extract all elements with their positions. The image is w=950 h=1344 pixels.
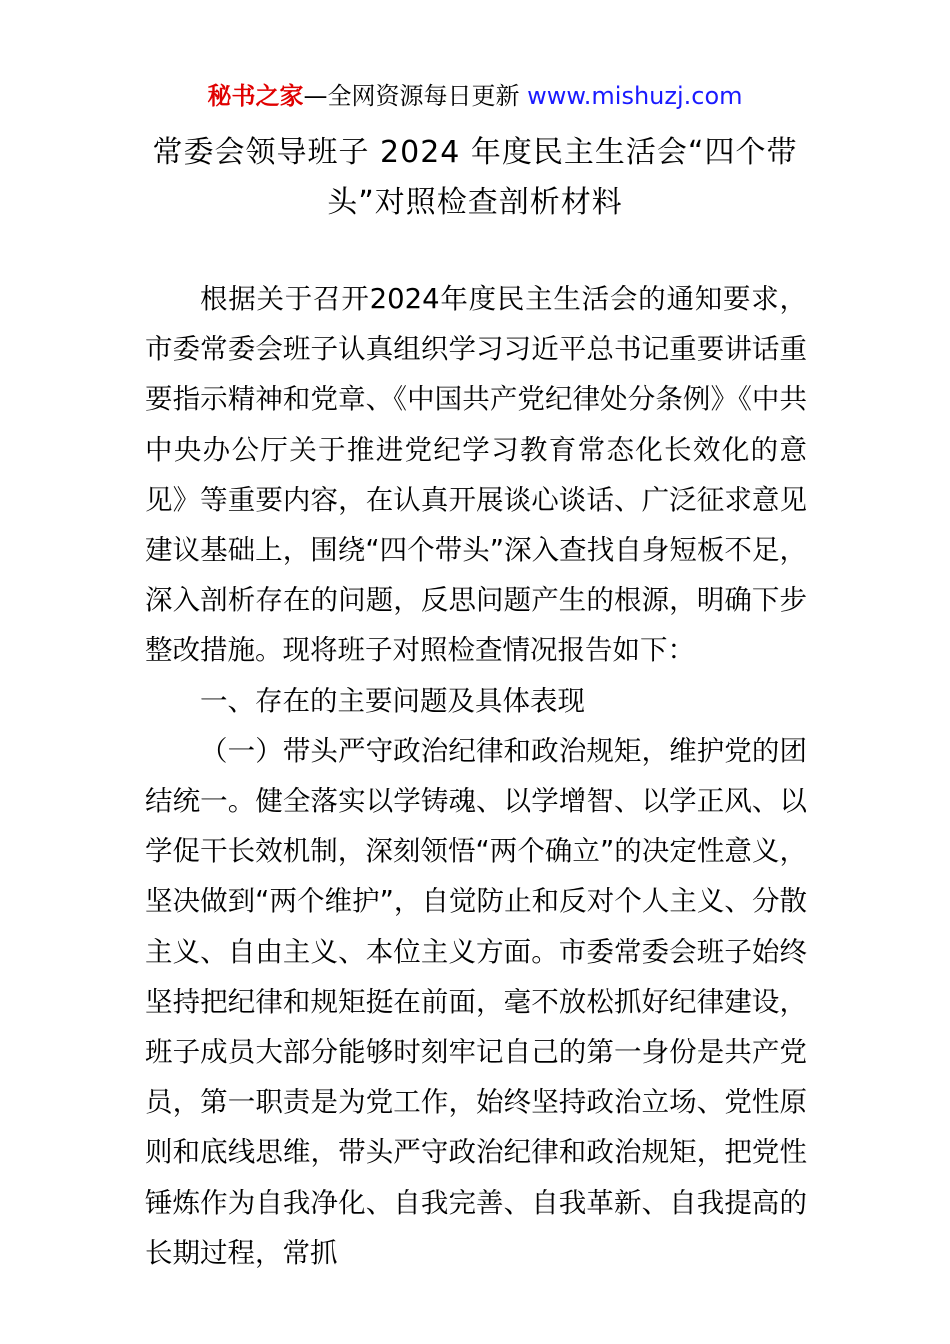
body-paragraph-subsection-1: （一）带头严守政治纪律和政治规矩，维护党的团结统一。健全落实以学铸魂、以学增智、以学正风、以学促干长效机制，深刻领悟“两个确立”的决定性意义，坚决做到“两个维护”，自觉防止和反对个人主义、分散主义、自由主义、本位主义方面。市委常委会班子始终坚持把纪律和规矩挺在前面，毫不放松抓好纪律建设，班子成员大部分能够时刻牢记自己的第一身份是共产党员，第一职责是为党工作，始终坚持政治立场、党性原则和底线思维，带头严守政治纪律和政治规矩，把党性锤炼作为自我净化、自我完善、自我革新、自我提高的长期过程，常抓 [145, 734, 807, 1269]
section-heading-1: 一、存在的主要问题及具体表现 [200, 684, 585, 717]
document-body [145, 274, 807, 1278]
site-url-link[interactable]: www.mishuzj.com [527, 82, 743, 110]
document-title: 常委会领导班子 2024 年度民主生活会“四个带头”对照检查剖析材料 [152, 135, 798, 220]
banner-tagline: —全网资源每日更新 [303, 82, 520, 110]
site-banner [0, 80, 950, 112]
brand-name: 秘书之家 [207, 82, 304, 110]
body-paragraph-intro: 根据关于召开2024年度民主生活会的通知要求，市委常委会班子认真组织学习习近平总书记重要讲话重要指示精神和党章、《中国共产党纪律处分条例》《中共中央办公厅关于推进党纪学习教育常态化长效化的意见》等重要内容，在认真开展谈心谈话、广泛征求意见建议基础上，围绕“四个带头”深入查找自身短板不足，深入剖析存在的问题，反思问题产生的根源，明确下步整改措施。现将班子对照检查情况报告如下： [145, 283, 807, 667]
